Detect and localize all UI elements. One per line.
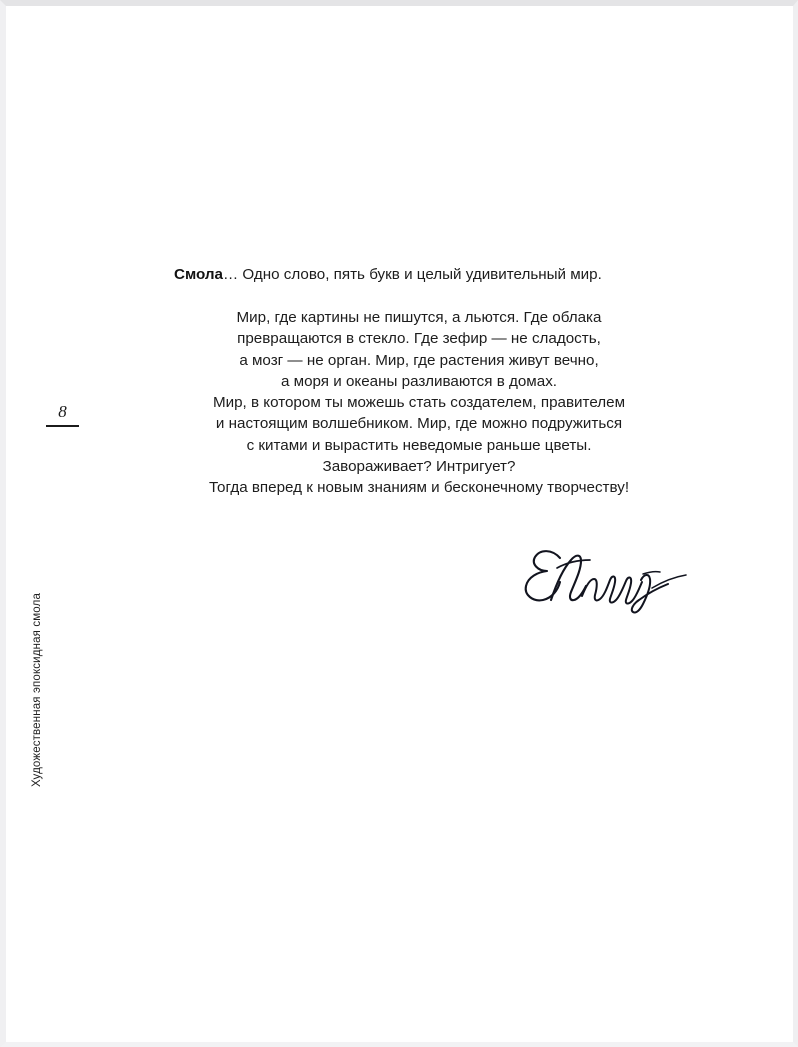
main-text-column [174, 264, 664, 499]
verse-line: превращаются в стекло. Где зефир — не сладость, [237, 330, 601, 348]
lede-paragraph [174, 264, 664, 285]
page-number: 8 [58, 402, 67, 421]
running-head-label: Художественная эпоксидная смола [31, 592, 43, 788]
verse-line: Мир, в котором ты можешь стать создателем, правителем [212, 394, 626, 412]
verse-line: Завораживает? Интригует? [322, 458, 516, 476]
verse-line: и настоящим волшебником. Мир, где можно подружиться [215, 415, 623, 433]
lede-remainder: … Одно слово, пять букв и целый удивительный мир. [223, 266, 602, 283]
lede-bold-word: Смола [174, 266, 223, 283]
verse-line: а мозг — не орган. Мир, где растения живут вечно, [239, 351, 599, 369]
verse-paragraph [174, 307, 664, 499]
running-head [6, 436, 68, 788]
verse-line: Мир, где картины не пишутся, а льются. Где облака [236, 309, 602, 326]
left-margin-block [6, 6, 116, 1042]
folio-divider-rule [46, 425, 79, 427]
verse-line: Тогда вперед к новым знаниям и бесконечному творчеству! [208, 479, 630, 497]
verse-line: с китами и вырастить неведомые раньше цветы. [246, 436, 592, 454]
signature-image [502, 530, 692, 622]
verse-line: а моря и океаны разливаются в домах. [280, 372, 558, 390]
